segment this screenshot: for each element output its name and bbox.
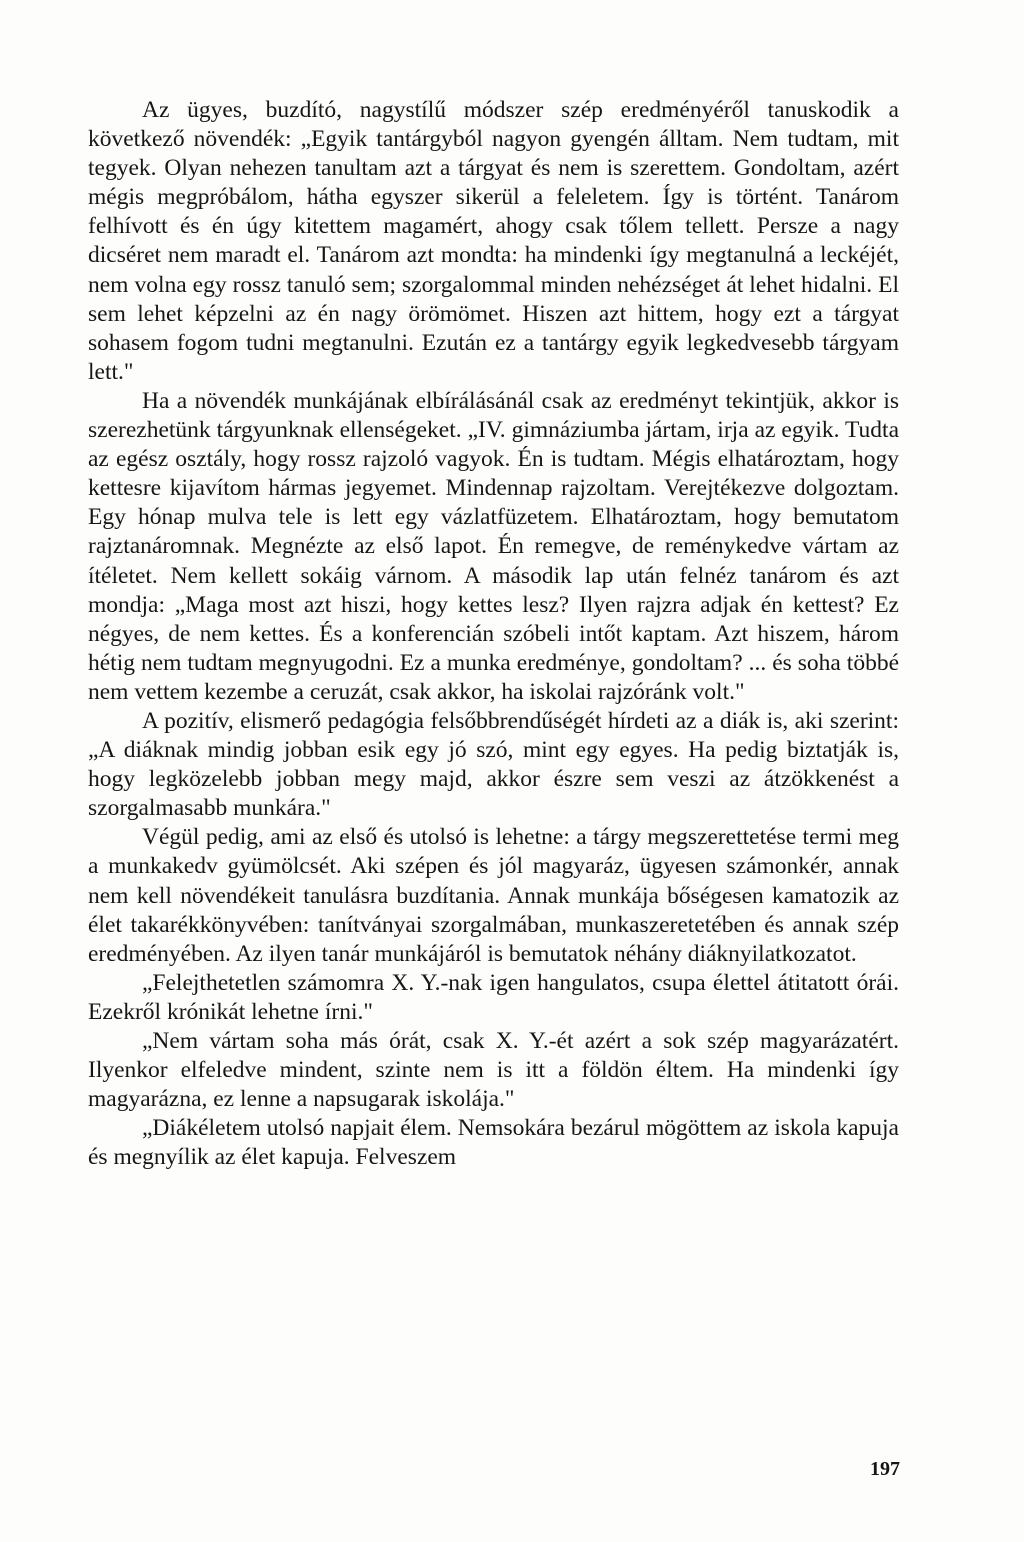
paragraph-7: „Diákéletem utolsó napjait élem. Nemsokára bezárul mögöttem az iskola kapuja és megnyílik az élet kapuja. Felveszem bbox=[88, 1115, 899, 1171]
paragraph-1: Az ügyes, buzdító, nagystílű módszer szép eredményéről tanuskodik a következő növendék: „Egyik tantárgyból nagyon gyengén álltam. Nem tudtam, mit tegyek. Olyan nehezen tanultam azt a tárgyat és nem is szerettem. Gondoltam, azért mégis megpróbálom, hátha egyszer sikerül a feleletem. Így is történt. Tanárom felhívott és én úgy kitettem magamért, ahogy csak tőlem tellett. Persze a nagy dicséret nem maradt el. Tanárom azt mondta: ha mindenki így megtanulná a leckéjét, nem volna egy rossz tanuló sem; szorgalommal minden nehézséget át lehet hidalni. El sem lehet képzelni az én nagy örömömet. Hiszen azt hittem, hogy ezt a tárgyat sohasem fogom tudni megtanulni. Ezután ez a tantárgy egyik legkedvesebb tárgyam lett." bbox=[88, 97, 899, 385]
paragraph-5: „Felejthetetlen számomra X. Y.-nak igen hangulatos, csupa élettel átitatott órái. Ezekről krónikát lehetne írni." bbox=[88, 969, 899, 1025]
paragraph-2: Ha a növendék munkájának elbírálásánál csak az eredményt tekintjük, akkor is szerezhetünk tárgyunknak ellenségeket. „IV. gimnáziumba jártam, irja az egyik. Tudta az egész osztály, hogy rossz rajzoló vagyok. Én is tudtam. Mégis elhatároztam, hogy kettesre kijavítom hármas jegyemet. Mindennap rajzoltam. Verejtékezve dolgoztam. Egy hónap mulva tele is lett egy vázlatfüzetem. Elhatároztam, hogy bemutatom rajztanáromnak. Megnézte az első lapot. Én remegve, de reménykedve vártam az ítéletet. Nem kellett sokáig várnom. A második lap után felnéz tanárom és azt mondja: „Maga most azt hiszi, hogy kettes lesz? Ilyen rajzra adjak én kettest? Ez négyes, de nem kettes. És a konferencián szóbeli intőt kaptam. Azt hiszem, három hétig nem tudtam megnyugodni. Ez a munka eredménye, gondoltam? ... és soha többé nem vettem kezembe a ceruzát, csak akkor, ha iskolai rajzóránk volt." bbox=[88, 387, 899, 705]
paragraph-3: A pozitív, elismerő pedagógia felsőbbrendűségét hírdeti az a diák is, aki szerint: „A diáknak mindig jobban esik egy jó szó, mint egy egyes. Ha pedig biztatják is, hogy legközelebb jobban megy majd, akkor észre sem veszi az átzökkenést a szorgalmasabb munkára." bbox=[88, 707, 899, 822]
page-body bbox=[88, 96, 899, 1172]
paragraph-6: „Nem vártam soha más órát, csak X. Y.-ét azért a sok szép magyarázatért. Ilyenkor elfeledve mindent, szinte nem is itt a földön éltem. Ha mindenki így magyarázna, ez lenne a napsugarak iskolája." bbox=[88, 1028, 899, 1113]
page-number: 197 bbox=[870, 1458, 900, 1480]
paragraph-4: Végül pedig, ami az első és utolsó is lehetne: a tárgy megszerettetése termi meg a munkakedv gyümölcsét. Aki szépen és jól magyaráz, ügyesen számonkér, annak nem kell növendékeit tanulásra buzdítania. Annak munkája bőségesen kamatozik az élet takarékkönyvében: tanítványai szorgalmában, munkaszeretetében és annak szép eredményében. Az ilyen tanár munkájáról is bemutatok néhány diáknyilatkozatot. bbox=[88, 824, 899, 967]
